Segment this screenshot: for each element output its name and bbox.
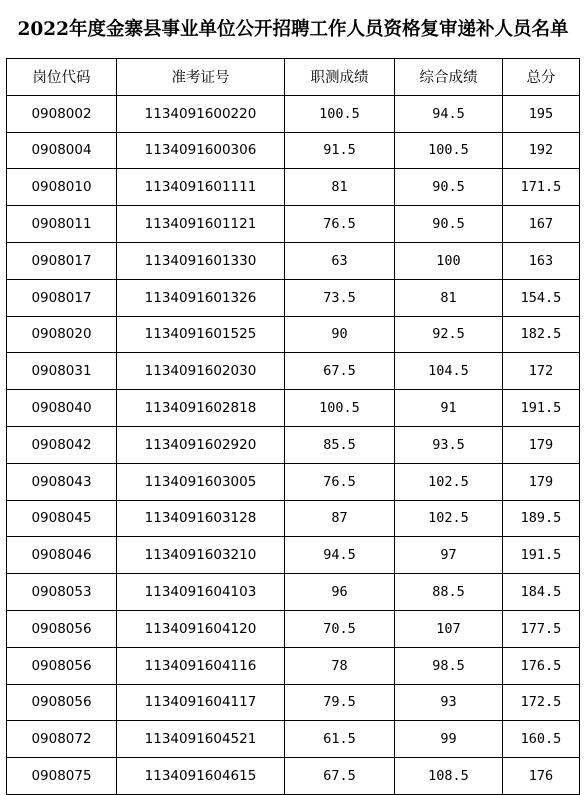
position-code-cell: 0908056 [7,610,117,647]
position-code-cell: 0908075 [7,758,117,795]
comprehensive-score-cell: 99 [395,721,503,758]
header-ticket-number: 准考证号 [117,59,285,96]
position-code-cell: 0908072 [7,721,117,758]
ticket-number-cell: 1134091602920 [117,426,285,463]
total-score-cell: 191.5 [503,390,580,427]
candidate-table [6,58,580,795]
aptitude-score-cell: 96 [285,574,395,611]
aptitude-score-cell: 87 [285,500,395,537]
ticket-number-cell: 1134091601111 [117,169,285,206]
position-code-cell: 0908010 [7,169,117,206]
ticket-number-cell: 1134091603210 [117,537,285,574]
comprehensive-score-cell: 100.5 [395,132,503,169]
position-code-cell: 0908020 [7,316,117,353]
table-row [7,390,580,427]
position-code-cell: 0908011 [7,206,117,243]
table-row [7,463,580,500]
position-code-cell: 0908056 [7,684,117,721]
ticket-number-cell: 1134091602818 [117,390,285,427]
total-score-cell: 192 [503,132,580,169]
aptitude-score-cell: 61.5 [285,721,395,758]
ticket-number-cell: 1134091603005 [117,463,285,500]
table-row [7,242,580,279]
aptitude-score-cell: 67.5 [285,758,395,795]
total-score-cell: 195 [503,95,580,132]
aptitude-score-cell: 94.5 [285,537,395,574]
total-score-cell: 154.5 [503,279,580,316]
aptitude-score-cell: 76.5 [285,463,395,500]
ticket-number-cell: 1134091601525 [117,316,285,353]
aptitude-score-cell: 79.5 [285,684,395,721]
position-code-cell: 0908045 [7,500,117,537]
table-row [7,537,580,574]
comprehensive-score-cell: 81 [395,279,503,316]
total-score-cell: 163 [503,242,580,279]
table-row [7,353,580,390]
ticket-number-cell: 1134091604117 [117,684,285,721]
total-score-cell: 191.5 [503,537,580,574]
table-row [7,721,580,758]
total-score-cell: 189.5 [503,500,580,537]
header-total-score: 总分 [503,59,580,96]
table-row [7,95,580,132]
table-row [7,316,580,353]
position-code-cell: 0908004 [7,132,117,169]
ticket-number-cell: 1134091601330 [117,242,285,279]
table-row [7,206,580,243]
position-code-cell: 0908002 [7,95,117,132]
ticket-number-cell: 1134091601121 [117,206,285,243]
position-code-cell: 0908040 [7,390,117,427]
table-row [7,132,580,169]
position-code-cell: 0908046 [7,537,117,574]
position-code-cell: 0908053 [7,574,117,611]
ticket-number-cell: 1134091604521 [117,721,285,758]
comprehensive-score-cell: 91 [395,390,503,427]
comprehensive-score-cell: 102.5 [395,500,503,537]
position-code-cell: 0908056 [7,647,117,684]
table-row [7,758,580,795]
comprehensive-score-cell: 108.5 [395,758,503,795]
position-code-cell: 0908042 [7,426,117,463]
table-row [7,684,580,721]
table-body [7,95,580,794]
comprehensive-score-cell: 107 [395,610,503,647]
ticket-number-cell: 1134091604103 [117,574,285,611]
position-code-cell: 0908017 [7,242,117,279]
ticket-number-cell: 1134091604615 [117,758,285,795]
comprehensive-score-cell: 98.5 [395,647,503,684]
ticket-number-cell: 1134091604116 [117,647,285,684]
ticket-number-cell: 1134091603128 [117,500,285,537]
aptitude-score-cell: 100.5 [285,95,395,132]
total-score-cell: 171.5 [503,169,580,206]
total-score-cell: 176.5 [503,647,580,684]
table-row [7,279,580,316]
aptitude-score-cell: 85.5 [285,426,395,463]
comprehensive-score-cell: 93.5 [395,426,503,463]
aptitude-score-cell: 90 [285,316,395,353]
comprehensive-score-cell: 104.5 [395,353,503,390]
comprehensive-score-cell: 100 [395,242,503,279]
table-row [7,500,580,537]
ticket-number-cell: 1134091601326 [117,279,285,316]
aptitude-score-cell: 76.5 [285,206,395,243]
aptitude-score-cell: 70.5 [285,610,395,647]
position-code-cell: 0908017 [7,279,117,316]
comprehensive-score-cell: 92.5 [395,316,503,353]
table-row [7,647,580,684]
total-score-cell: 172 [503,353,580,390]
comprehensive-score-cell: 93 [395,684,503,721]
total-score-cell: 160.5 [503,721,580,758]
aptitude-score-cell: 67.5 [285,353,395,390]
total-score-cell: 177.5 [503,610,580,647]
table-row [7,574,580,611]
total-score-cell: 176 [503,758,580,795]
table-row [7,169,580,206]
comprehensive-score-cell: 97 [395,537,503,574]
aptitude-score-cell: 81 [285,169,395,206]
total-score-cell: 179 [503,426,580,463]
ticket-number-cell: 1134091602030 [117,353,285,390]
aptitude-score-cell: 100.5 [285,390,395,427]
ticket-number-cell: 1134091600306 [117,132,285,169]
table-row [7,426,580,463]
header-aptitude-score: 职测成绩 [285,59,395,96]
total-score-cell: 182.5 [503,316,580,353]
aptitude-score-cell: 78 [285,647,395,684]
comprehensive-score-cell: 94.5 [395,95,503,132]
comprehensive-score-cell: 88.5 [395,574,503,611]
ticket-number-cell: 1134091600220 [117,95,285,132]
table-row [7,610,580,647]
ticket-number-cell: 1134091604120 [117,610,285,647]
table-header-row [7,59,580,96]
position-code-cell: 0908031 [7,353,117,390]
total-score-cell: 167 [503,206,580,243]
position-code-cell: 0908043 [7,463,117,500]
aptitude-score-cell: 91.5 [285,132,395,169]
comprehensive-score-cell: 90.5 [395,169,503,206]
total-score-cell: 179 [503,463,580,500]
aptitude-score-cell: 73.5 [285,279,395,316]
comprehensive-score-cell: 102.5 [395,463,503,500]
header-comprehensive-score: 综合成绩 [395,59,503,96]
total-score-cell: 184.5 [503,574,580,611]
comprehensive-score-cell: 90.5 [395,206,503,243]
aptitude-score-cell: 63 [285,242,395,279]
page-title: 2022年度金寨县事业单位公开招聘工作人员资格复审递补人员名单 [17,19,569,40]
total-score-cell: 172.5 [503,684,580,721]
header-position-code: 岗位代码 [7,59,117,96]
